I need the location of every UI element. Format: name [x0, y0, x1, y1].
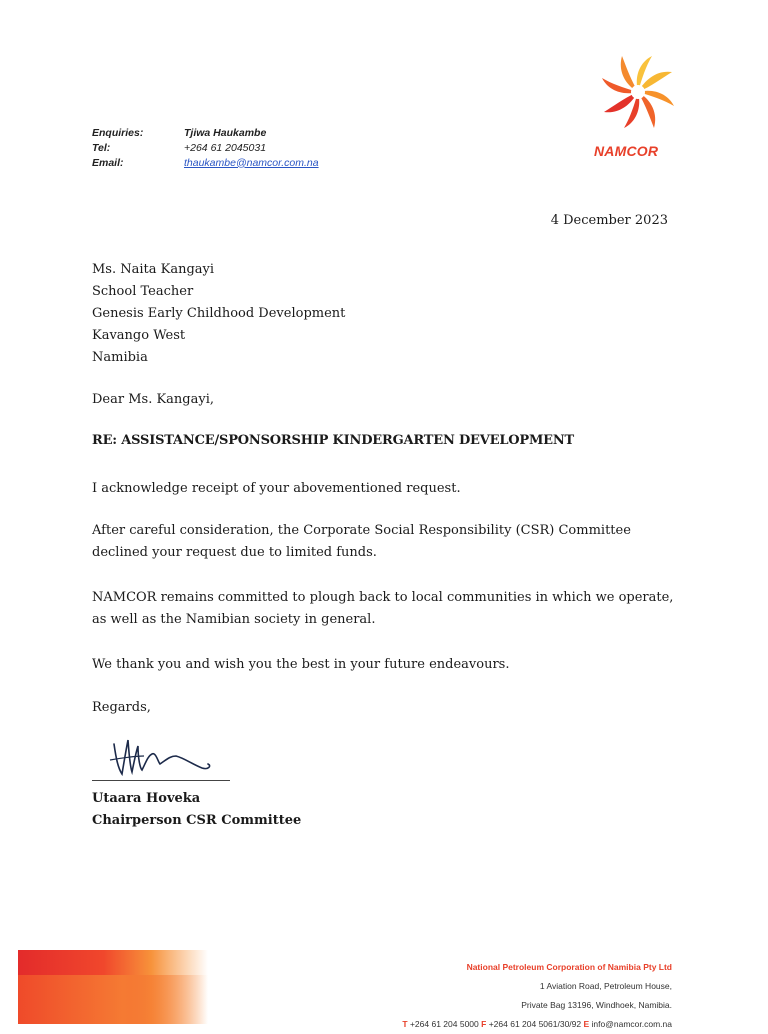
recipient-org: Genesis Early Childhood Development: [92, 306, 346, 321]
footer-e-label: E: [583, 1019, 590, 1029]
salutation: Dear Ms. Kangayi,: [92, 392, 215, 407]
signer-role: Chairperson CSR Committee: [92, 813, 302, 828]
recipient-region: Kavango West: [92, 328, 186, 343]
signer-block: [92, 788, 301, 832]
signature-line: [92, 780, 230, 781]
footer-f-label: F: [481, 1019, 487, 1029]
tel-row: [92, 140, 319, 155]
enquiries-block: [92, 125, 319, 170]
company-logo: [588, 50, 688, 159]
footer-company-name: National Petroleum Corporation of Namibia Pty Ltd: [466, 962, 672, 972]
footer-address-1: 1 Aviation Road, Petroleum House,: [539, 981, 672, 991]
footer-phone: +264 61 204 5000: [409, 1019, 479, 1029]
body-paragraph-1: I acknowledge receipt of your abovementioned request.: [92, 481, 461, 496]
body-paragraph-3: NAMCOR remains committed to plough back to local communities in which we operate, as well as the Namibian society in general.: [92, 590, 674, 627]
email-label: Email:: [92, 156, 124, 169]
recipient-name: Ms. Naita Kangayi: [92, 262, 215, 277]
footer-color-bar-lower: [18, 975, 208, 1024]
email-row: [92, 155, 319, 170]
subject-line: RE: ASSISTANCE/SPONSORSHIP KINDERGARTEN DEVELOPMENT: [92, 433, 575, 448]
letter-date: 4 December 2023: [550, 213, 668, 228]
email-link[interactable]: thaukambe@namcor.com.na: [184, 156, 319, 169]
body-paragraph-4: We thank you and wish you the best in your future endeavours.: [92, 657, 510, 672]
logo-wordmark: NAMCOR: [594, 143, 659, 159]
closing: Regards,: [92, 700, 151, 715]
footer-email[interactable]: info@namcor.com.na: [591, 1019, 672, 1029]
namcor-swirl-logo-icon: [596, 50, 680, 140]
enquiries-row: [92, 125, 319, 140]
footer-contacts: [402, 1015, 672, 1034]
tel-value: +264 61 2045031: [184, 141, 267, 154]
signer-name: Utaara Hoveka: [92, 791, 201, 806]
recipient-country: Namibia: [92, 350, 148, 365]
recipient-title: School Teacher: [92, 284, 194, 299]
footer-address-2: Private Bag 13196, Windhoek, Namibia.: [521, 1000, 672, 1010]
enquiries-value: Tjiwa Haukambe: [184, 126, 267, 139]
footer-fax: +264 61 204 5061/30/92: [488, 1019, 582, 1029]
footer-t-label: T: [402, 1019, 408, 1029]
enquiries-label: Enquiries:: [92, 126, 144, 139]
handwritten-signature: [108, 732, 238, 782]
recipient-address: [92, 259, 345, 369]
tel-label: Tel:: [92, 141, 111, 154]
footer-company-info: [402, 958, 672, 1034]
body-paragraph-2: After careful consideration, the Corporate Social Responsibility (CSR) Committee declined your request due to limited funds.: [92, 523, 631, 560]
